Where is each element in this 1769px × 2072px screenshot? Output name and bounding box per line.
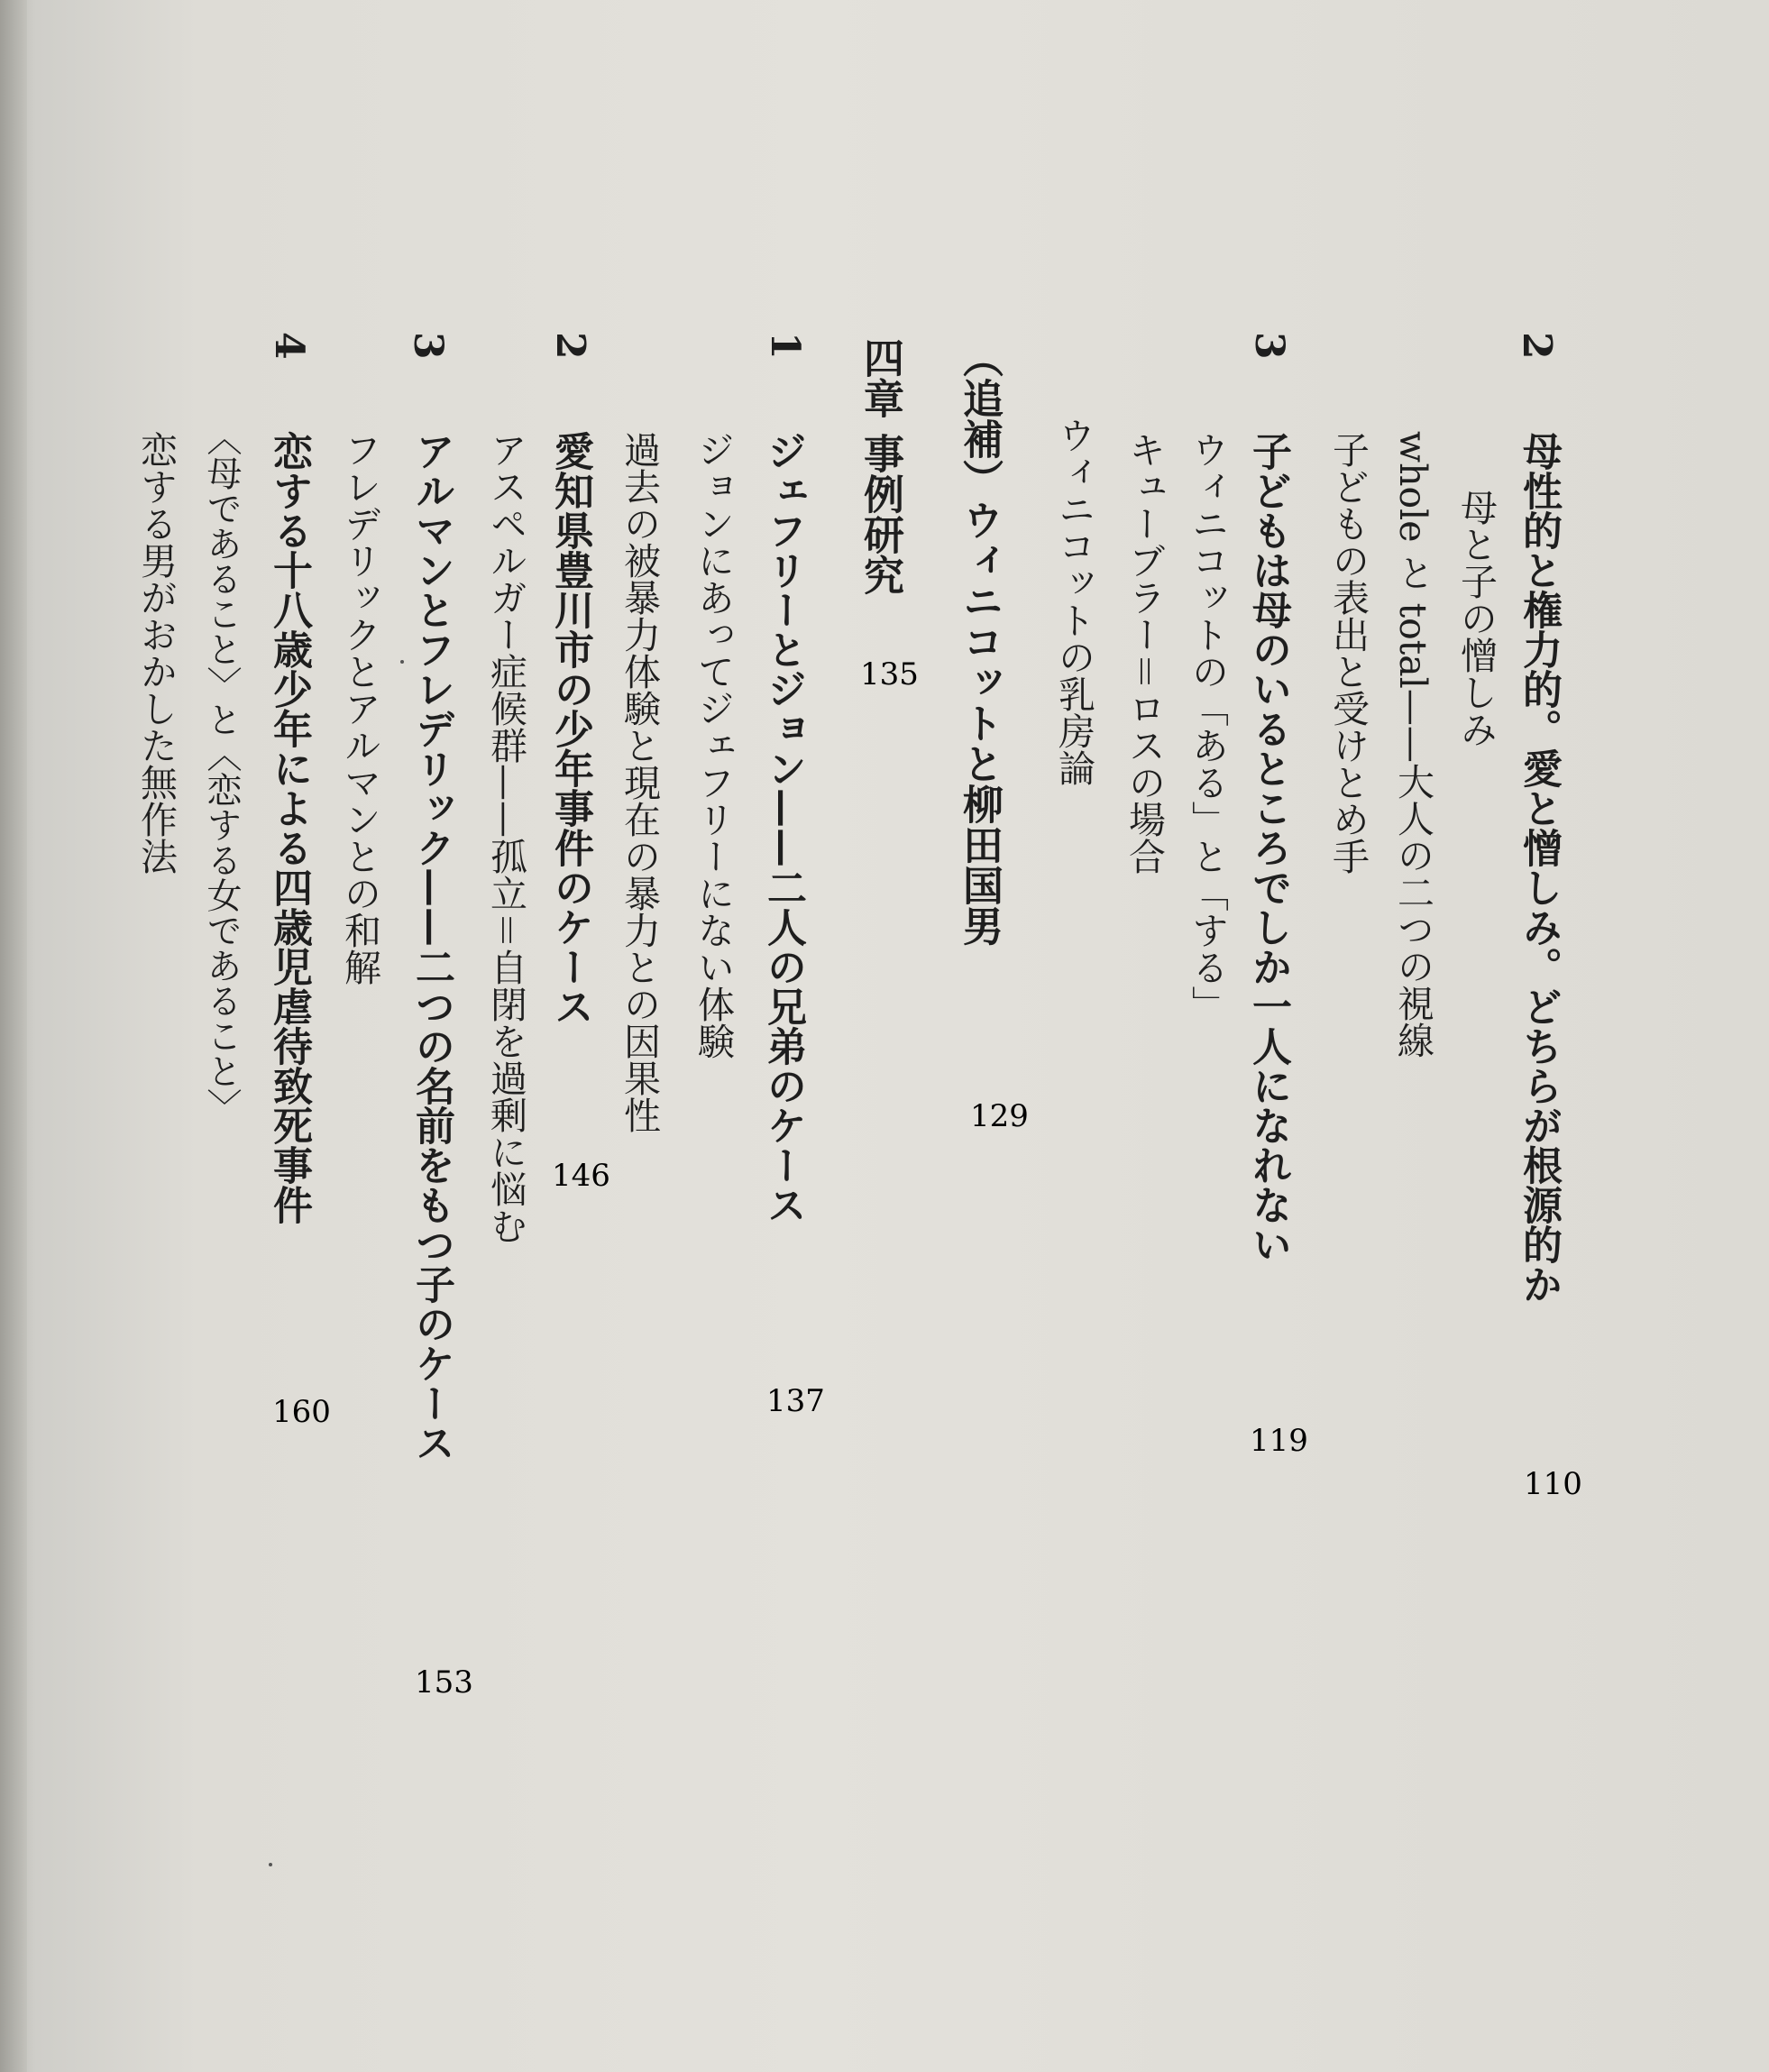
paper-speck [400, 660, 404, 664]
toc-entry-section-4 [266, 332, 312, 360]
toc-entry-title [547, 431, 593, 1026]
chapter-title-text: 四章 事例研究 [857, 337, 904, 595]
toc-entry-title [408, 431, 454, 1462]
toc-subentry [618, 431, 661, 1133]
toc-subentry-text: ジョンにあってジェフリーにない体験 [692, 431, 735, 1059]
toc-entry-appendix [956, 337, 1004, 946]
toc-subentry [134, 431, 178, 875]
toc-subentry-text: ウィニコットの乳房論 [1052, 417, 1095, 786]
toc-subentry-text: 母と子の憎しみ [1454, 489, 1498, 747]
toc-subentry [1326, 431, 1370, 875]
section-number: 3 [405, 332, 451, 360]
toc-subentry [1454, 489, 1498, 747]
section-number: 3 [1246, 332, 1292, 360]
toc-entry-section-3 [1246, 332, 1292, 360]
section-number: 2 [547, 332, 593, 360]
toc-subentry-text: ウィニコットの「ある」と「する」 [1186, 431, 1229, 1022]
section-number: 4 [266, 332, 312, 360]
toc-title-text: 母性的と権力的。愛と憎しみ。どちらが根源的か [1516, 431, 1562, 1304]
toc-subentry [1186, 431, 1229, 1022]
section-number: 2 [1514, 332, 1560, 360]
section-number: 1 [762, 332, 808, 360]
toc-page-number: 160 [272, 1394, 331, 1430]
toc-subentry-text: アスペルガー症候群——孤立＝自閉を過剰に悩む [484, 431, 527, 1244]
toc-chapter-4 [857, 337, 904, 595]
toc-subentry [484, 431, 527, 1244]
toc-title-text: 恋する十八歳少年による四歳児虐待致死事件 [266, 431, 312, 1224]
toc-entry-title [1245, 431, 1291, 1264]
toc-entry-title [760, 431, 806, 1224]
toc-entry-title [1516, 431, 1562, 1304]
toc-subentry-text: キューブラー＝ロスの場合 [1123, 431, 1166, 875]
paper-speck [269, 1863, 272, 1866]
toc-entry-section-1 [762, 332, 808, 360]
toc-title-text: 子どもは母のいるところでしか一人になれない [1245, 431, 1291, 1264]
toc-entry-section-2b [547, 332, 593, 360]
toc-subentry [201, 420, 242, 1123]
toc-entry-section-2 [1514, 332, 1560, 360]
toc-page-number: 146 [552, 1158, 610, 1194]
toc-subentry-text: フレデリックとアルマンとの和解 [338, 431, 381, 986]
toc-page-number: 135 [860, 656, 919, 692]
toc-subentry [1123, 431, 1166, 875]
toc-title-text: アルマンとフレデリック——二つの名前をもつ子のケース [408, 431, 454, 1462]
toc-subentry [338, 431, 381, 986]
toc-subentry [1052, 417, 1095, 786]
toc-page-number: 137 [766, 1383, 825, 1419]
toc-subentry-text: 過去の被暴力体験と現在の暴力との因果性 [618, 431, 661, 1133]
toc-subentry-text: 子どもの表出と受けとめ手 [1326, 431, 1370, 875]
toc-page-number: 129 [970, 1098, 1029, 1134]
toc-page-number: 119 [1250, 1423, 1308, 1459]
toc-subentry [1391, 431, 1434, 1059]
toc-title-text: 愛知県豊川市の少年事件のケース [547, 431, 593, 1026]
toc-subentry-text: 恋する男がおかした無作法 [134, 431, 178, 875]
toc-subentry-text: whole と total——大人の二つの視線 [1391, 431, 1434, 1059]
toc-subentry-text: 〈母であること〉と〈恋する女であること〉 [201, 420, 242, 1123]
toc-entry-section-3b [405, 332, 451, 360]
toc-page-number: 110 [1524, 1466, 1582, 1502]
book-spine-shadow [0, 0, 27, 2072]
toc-page-number: 153 [415, 1664, 473, 1701]
toc-title-text: ジェフリーとジョン——二人の兄弟のケース [760, 431, 806, 1224]
toc-entry-title [266, 431, 312, 1224]
toc-title-text: （追補）ウィニコットと柳田国男 [956, 337, 1004, 946]
toc-subentry [692, 431, 735, 1059]
